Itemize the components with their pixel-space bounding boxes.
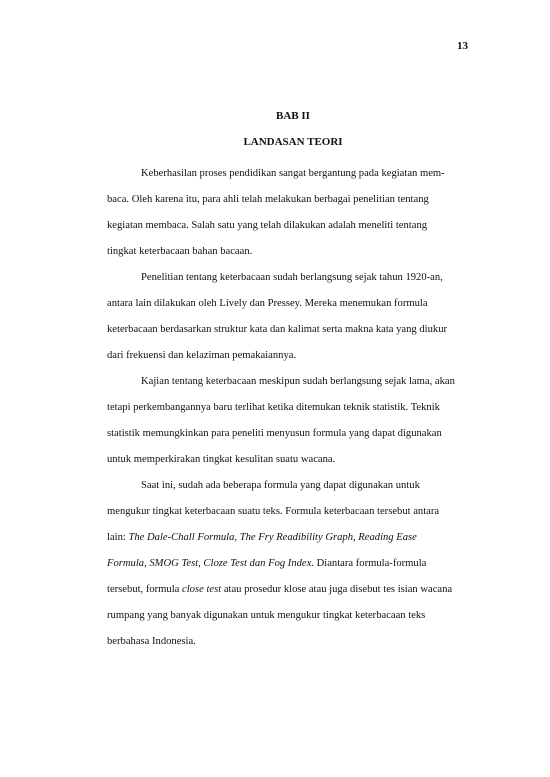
text-line xyxy=(107,551,474,577)
text-line: Keberhasilan proses pendidikan sangat bergantung pada kegiatan mem- xyxy=(141,168,445,179)
italic-fragment: Formula, SMOG Test, Cloze Test dan Fog Index. xyxy=(107,558,314,569)
text-line: Penelitian tentang keterbacaan sudah berlangsung sejak tahun 1920-an, xyxy=(141,272,443,283)
chapter-heading: BAB II xyxy=(276,110,310,122)
text-line: antara lain dilakukan oleh Lively dan Pressey. Mereka menemukan formula xyxy=(107,298,428,309)
paragraph-1 xyxy=(107,161,474,265)
text-fragment: tersebut, formula xyxy=(107,584,183,595)
text-line: berbahasa Indonesia. xyxy=(107,636,196,647)
text-line: tingkat keterbacaan bahan bacaan. xyxy=(107,246,253,257)
text-fragment: atau prosedur klose atau juga disebut tes isian wacana xyxy=(221,584,453,595)
text-line: dari frekuensi dan kelaziman pemakaiannya. xyxy=(107,350,297,361)
text-line xyxy=(107,525,474,551)
paragraph-3 xyxy=(107,369,474,473)
text-line: statistik memungkinkan para peneliti menyusun formula yang dapat digunakan xyxy=(107,428,442,439)
paragraph-2 xyxy=(107,265,474,369)
italic-fragment: The Dale-Chall Formula, The Fry Readibility Graph, Reading Ease xyxy=(128,532,417,543)
chapter-title: LANDASAN TEORI xyxy=(243,136,343,148)
paragraph-4 xyxy=(107,473,474,655)
text-line: tetapi perkembangannya baru terlihat ketika ditemukan teknik statistik. Teknik xyxy=(107,402,440,413)
text-line: rumpang yang banyak digunakan untuk mengukur tingkat keterbacaan teks xyxy=(107,610,426,621)
text-fragment: lain: xyxy=(107,532,129,543)
text-line: untuk memperkirakan tingkat kesulitan suatu wacana. xyxy=(107,454,336,465)
text-line: Kajian tentang keterbacaan meskipun sudah berlangsung sejak lama, akan xyxy=(141,376,455,387)
page-number: 13 xyxy=(457,40,468,52)
text-line xyxy=(107,577,474,603)
text-line: mengukur tingkat keterbacaan suatu teks. Formula keterbacaan tersebut antara xyxy=(107,506,440,517)
text-line: Saat ini, sudah ada beberapa formula yang dapat digunakan untuk xyxy=(141,480,420,491)
italic-fragment: close test xyxy=(182,584,222,595)
text-line: kegiatan membaca. Salah satu yang telah dilakukan adalah meneliti tentang xyxy=(107,220,428,231)
text-line: baca. Oleh karena itu, para ahli telah melakukan berbagai penelitian tentang xyxy=(107,194,429,205)
text-line: keterbacaan berdasarkan struktur kata dan kalimat serta makna kata yang diukur xyxy=(107,324,448,335)
text-fragment: Diantara formula-formula xyxy=(313,558,427,569)
body-text xyxy=(107,161,474,655)
